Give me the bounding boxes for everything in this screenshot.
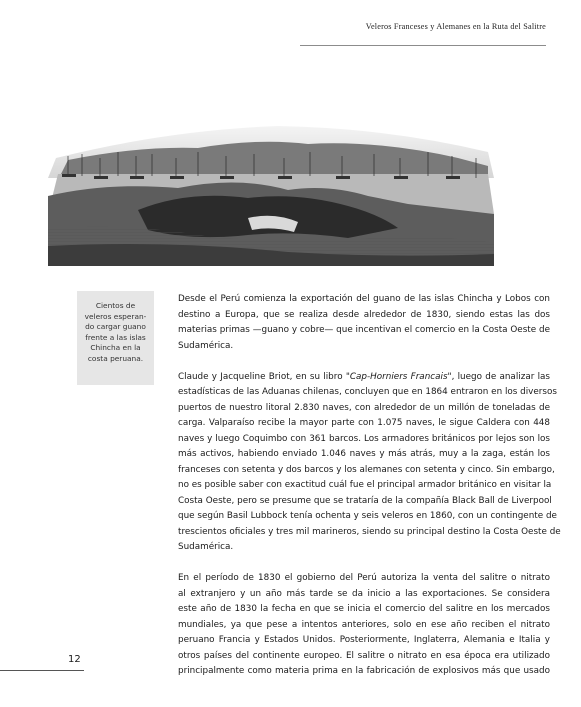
text-line: que según Basil Lubbock tenía ochenta y seis veleros en 1860, con un contingente de <box>178 511 557 521</box>
paragraph-1 <box>178 292 550 354</box>
text-line: trescientos oficiales y tres mil marineros, siendo su principal destino la Costa Oeste de <box>178 526 561 537</box>
text-line <box>178 370 550 386</box>
text-line: materias primas —guano y cobre— que incentivan el comercio en la Costa Oeste de <box>178 325 550 335</box>
caption-line: Chincha en la <box>90 343 141 352</box>
footer-rule <box>0 670 84 671</box>
text-line: carga. Valparaíso recibe la mayor parte con 1.075 naves, le sigue Caldera con 448 <box>178 418 550 428</box>
running-header: Veleros Franceses y Alemanes en la Ruta del Salitre <box>365 22 546 31</box>
text-run: Claude y Jacqueline Briot, en su libro <box>178 371 346 382</box>
caption-line: costa peruana. <box>87 353 144 363</box>
header-rule <box>300 45 546 46</box>
text-run: , luego de analizar las <box>451 371 550 382</box>
text-line: Desde el Perú comienza la exportación del guano de las islas Chincha y Lobos con <box>178 294 550 304</box>
text-line: naves y luego Coquimbo con 361 barcos. Los armadores británicos por lejos son los <box>178 433 550 444</box>
text-line: puertos de nuestro litoral 2.830 naves, con alrededor de un millón de toneladas de <box>178 402 550 413</box>
paragraph-3 <box>178 571 550 680</box>
figure-caption <box>77 291 154 385</box>
text-line: otros países del continente europeo. El salitre o nitrato en esa época era utilizado <box>178 650 550 661</box>
text-line: principalmente como materia prima en la fabricación de explosivos más que usado <box>178 666 550 676</box>
text-line: al extranjero y un año más tarde se da inicio a las exportaciones. Se considera <box>178 588 550 599</box>
text-line: Costa Oeste, pero se presume que se trataría de la compañía Black Ball de Liverpool <box>178 495 552 506</box>
text-line: franceses con setenta y dos barcos y los alemanes con setenta y cinco. Sin embargo, <box>178 464 555 475</box>
page-number: 12 <box>68 654 81 665</box>
text-line: Sudamérica. <box>178 340 234 351</box>
text-line: peruano Francia y Estados Unidos. Posteriormente, Inglaterra, Alemania e Italia y <box>178 635 550 645</box>
caption-line: do cargar guano <box>85 322 146 331</box>
text-line: destino a Europa, que se realiza desde alrededor de 1830, siendo estas las dos <box>178 309 550 320</box>
body-text <box>178 292 561 695</box>
text-line: este año de 1830 la fecha en que se inicia el comercio del salitre en los mercados <box>178 604 550 614</box>
caption-line: Cientos de <box>95 301 136 310</box>
engraving-harbor-with-ships <box>48 118 494 266</box>
text-line: En el período de 1830 el gobierno del Perú autoriza la venta del salitre o nitrato <box>178 573 550 583</box>
text-line: Sudamérica. <box>178 542 234 552</box>
paragraph-2 <box>178 370 561 556</box>
book-title: "Cap-Horniers Francais" <box>345 371 452 382</box>
text-line: estadísticas de las Aduanas chilenas, concluyen que en 1864 entraron en los diversos <box>178 387 557 397</box>
text-line: mundiales, ya que pese a intentos anteriores, solo en ese año reciben el nitrato <box>178 619 550 630</box>
caption-line: veleros esperan- <box>84 311 147 321</box>
caption-line: frente a las islas <box>85 332 146 342</box>
text-line: más activos, habiendo enviado 1.046 naves y más atrás, muy a la zaga, están los <box>178 449 550 459</box>
text-line: no es posible saber con exactitud cuál fue el principal armador británico en visitar la <box>178 480 552 490</box>
